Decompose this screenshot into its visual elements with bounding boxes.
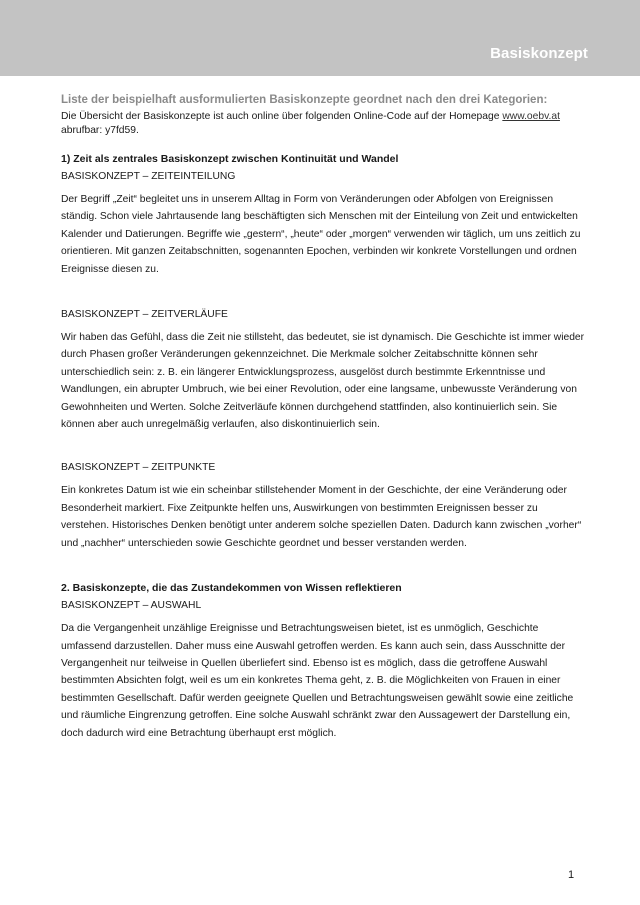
intro-text-before-link: Die Übersicht der Basiskonzepte ist auch online über folgenden Online-Code auf der Homepage: [61, 111, 503, 122]
intro-heading: Liste der beispielhaft ausformulierten Basiskonzepte geordnet nach den drei Kategorien:: [61, 94, 548, 106]
intro-text-after-link: abrufbar: y7fd59.: [61, 124, 139, 136]
header-band: [0, 0, 640, 76]
header-title: Basiskonzept: [490, 45, 588, 62]
section-heading-time: 1) Zeit als zentrales Basiskonzept zwischen Kontinuität und Wandel: [61, 153, 399, 165]
concept-text-zeiteinteilung: Der Begriff „Zeit“ begleitet uns in unserem Alltag in Form von Veränderungen oder Abfolgen von Ereignissen ständig. Schon viele Jahrtausende lang beschäftigten sich Menschen mit der Einteilung von Zeit und entwickelten Kalender und Datierungen. Begriffe wie „gestern“, „heute“ oder „morgen“ verwenden wir täglich, um uns zeitlich zu orientieren. Mit ganzen Zeitabschnitten, sogenannten Epochen, verbinden wir konkrete Vorstellungen und ordnen Ereignisse diesen zu.: [61, 194, 581, 275]
concept-text-zeitverlaeufe: Wir haben das Gefühl, dass die Zeit nie stillsteht, das bedeutet, sie ist dynamisch. Die Geschichte ist immer wieder durch Phasen großer Veränderungen gekennzeichnet. Die Merkmale solcher Zeitabschnitte können sehr unterschiedlich sein: z. B. ein längerer Entwicklungsprozess, ausgelöst durch bestimmte Erkenntnisse und Wandlungen, ein abrupter Umbruch, wie bei einer Revolution, oder eine langsame, unbewusste Veränderung von Gewohnheiten und Werten. Solche Zeitverläufe können durchgehend stattfinden, also kontinuierlich sein. Sie können aber auch unregelmäßig verlaufen, also diskontinuierlich sein.: [61, 332, 585, 431]
concept-title-auswahl: BASISKONZEPT – AUSWAHL: [61, 600, 202, 612]
concept-title-zeitpunkte: BASISKONZEPT – ZEITPUNKTE: [61, 462, 216, 474]
concept-text-auswahl: Da die Vergangenheit unzählige Ereignisse und Betrachtungsweisen bietet, ist es unmöglich, Geschichte umfassend darzustellen. Daher muss eine Auswahl getroffen werden. Es kann auch sein, dass Ausschnitte der Vergangenheit nur teilweise in Quellen überliefert sind. Ebenso ist es möglich, dass die getroffene Auswahl bestimmten Absichten folgt, weil es um ein konkretes Thema geht, z. B. die Möglichkeiten von Frauen in einer bestimmten Gesellschaft. Dafür werden geeignete Quellen und Betrachtungsweisen gewählt sowie eine zeitliche und räumliche Eingrenzung getroffen. Eine solche Auswahl schränkt zwar den Aussagewert der Darstellung ein, doch dadurch wird eine Betrachtung überhaupt erst möglich.: [61, 623, 574, 739]
homepage-link[interactable]: www.oebv.at: [502, 111, 560, 122]
concept-text-zeitpunkte: Ein konkretes Datum ist wie ein scheinbar stillstehender Moment in der Geschichte, der eine Veränderung oder Besonderheit markiert. Fixe Zeitpunkte helfen uns, Auswirkungen von bestimmten Ereignissen besser zu verstehen. Historisches Denken benötigt unter anderem solche speziellen Daten. Dadurch kann zwischen „vorher“ und „nachher“ unterschieden sowie Geschichte geordnet und besser verstanden werden.: [61, 485, 582, 549]
page-number: 1: [568, 869, 575, 881]
section-heading-knowledge: 2. Basiskonzepte, die das Zustandekommen von Wissen reflektieren: [61, 582, 402, 595]
concept-title-zeitverlaeufe: BASISKONZEPT – ZEITVERLÄUFE: [61, 309, 228, 321]
intro-text: [61, 110, 586, 137]
document-body: [61, 93, 586, 742]
concept-title-zeiteinteilung: BASISKONZEPT – ZEITEINTEILUNG: [61, 171, 236, 182]
